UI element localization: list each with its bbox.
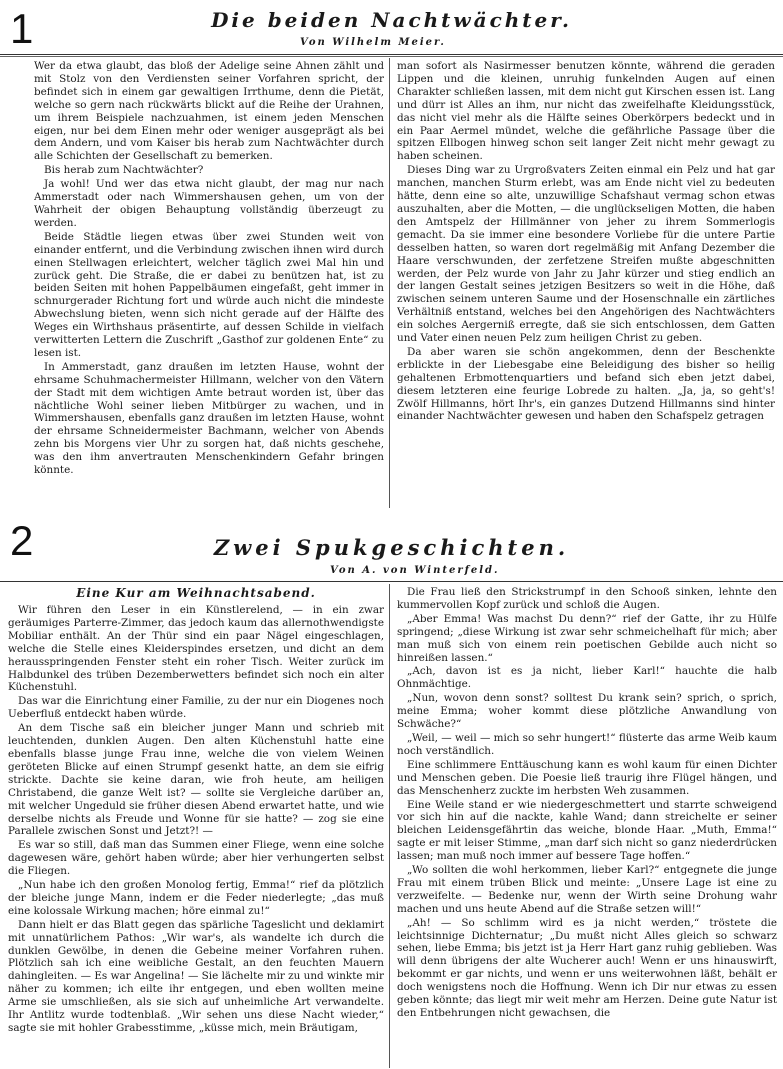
paragraph: Dann hielt er das Blatt gegen das spärliche Tageslicht und deklamirt mit unnatürlichem Pathos: „Wir war's, als wandelte ich durch die dunklen Gewölbe, in denen die Gebeine meiner Vorfahren ruhen. Plötzlich sah ich eine weibliche Gestalt, an den feuchten Mauern dahingleiten. — Es war Angelina! — Sie lächelte mir zu und winkte mir näher zu kommen; ich eilte ihr entgegen, und eben wollten meine Arme sie umschließen, als sie sich auf unheimliche Art verwandelte. Ihr Antlitz wurde todtenblaß. „Wir sehen uns diese Nacht wieder,“ sagte sie mit hohler Grabesstimme, „küsse mich, mein Bräutigam, bbox=[8, 918, 384, 1034]
paragraph: „Nun habe ich den großen Monolog fertig, Emma!“ rief da plötzlich der bleiche junge Mann, indem er die Feder niederlegte; „das muß eine kolossale Wirkung machen; höre einmal zu!“ bbox=[8, 879, 384, 917]
paragraph: Wir führen den Leser in ein Künstlerelend, — in ein zwar geräumiges Parterre-Zimmer, das jedoch kaum das allernothwendigste Mobiliar enthält. An der Thür sind ein paar Nägel eingeschlagen, welche die Stelle eines Kleiderspindes ersetzen, und dicht an dem herausspringenden Fenster steht ein roher Tisch. Weiter zurück im Halbdunkel des trüben Dezemberwetters befindet sich noch ein alter Küchenstuhl. bbox=[8, 604, 384, 694]
article-title: Die beiden Nachtwächter. bbox=[211, 8, 572, 32]
article-byline: Von A. von Winterfeld. bbox=[330, 565, 500, 576]
paragraph: „Ah! — So schlimm wird es ja nicht werden,“ tröstete die leichtsinnige Dichternatur; „Du mußt nicht Alles gleich so schwarz sehen, liebe Emma; bis jetzt ist ja Herr Hart ganz ruhig geblieben. Was will denn übrigens der alte Wucherer auch! Wenn er uns hinauswirft, bekommt er gar nichts, und wenn er uns weiterwohnen läßt, behält er doch wenigstens noch die Hoffnung. Wenn ich Dir nur etwas zu essen geben könnte; das liegt mir weit mehr am Herzen. Deine gute Natur ist den Entbehrungen nicht gewachsen, die bbox=[397, 916, 777, 1019]
article-title: Zwei Spukgeschichten. bbox=[213, 535, 570, 560]
article-subheading: Eine Kur am Weihnachtsabend. bbox=[76, 586, 316, 600]
paragraph: Eine schlimmere Enttäuschung kann es wohl kaum für einen Dichter und Menschen geben. Die Poesie ließ traurig ihre Flügel hängen, und das Menschenherz zuckte im herbsten Weh zusammen. bbox=[397, 758, 777, 797]
divider-rule bbox=[0, 581, 783, 582]
paragraph: Beide Städtle liegen etwas über zwei Stunden weit von einander entfernt, und die Verbindung zwischen ihnen wird durch einen Stellwagen erleichtert, welcher täglich zwei Mal hin und zurück geht. Die Straße, die er dabei zu benützen hat, ist zu beiden Seiten mit hohen Pappelbäumen eingefaßt, geht immer in schnurgerader Richtung fort und würde auch nicht die mindeste Abwechslung bieten, wenn sich nicht gerade auf der Hälfte des Weges ein Wirthshaus präsentirte, auf dessen Schilde in vielfach verwitterten Lettern die Zuschrift „Gasthof zur goldenen Ente“ zu lesen ist. bbox=[34, 230, 384, 359]
text-column-left bbox=[8, 586, 384, 1066]
text-column-right bbox=[397, 586, 777, 1066]
paragraph: Wer da etwa glaubt, das bloß der Adelige seine Ahnen zählt und mit Stolz von den Verdiensten seiner Vorfahren spricht, der befindet sich in einem gar gewaltigen Irrthume, denn die Pietät, welche so gern nach rückwärts blickt auf die Reihe der Urahnen, um ihrem Beispiele nachzuahmen, ist einem jeden Menschen eigen, nur bei dem Einen mehr oder weniger ausgeprägt als bei dem Andern, und vom Kaiser bis herab zum Nachtwächter durch alle Schichten der Gesellschaft zu bemerken. bbox=[34, 60, 384, 163]
divider-rule bbox=[0, 56, 783, 57]
paragraph: man sofort als Nasirmesser benutzen könnte, während die geraden Lippen und die kleinen, unruhig funkelnden Augen auf einen Charakter schließen lassen, mit dem nicht gut Kirschen essen ist. Lang und dürr ist Alles an ihm, nur nicht das zweifelhafte Kleidungsstück, das nicht viel mehr als die Hälfte seines Oberkörpers bedeckt und in ein Paar Aermel mündet, welche die gefährliche Passage über die spitzen Ellbogen hinweg schon seit langer Zeit nicht mehr gewagt zu haben scheinen. bbox=[397, 60, 775, 163]
text-column-right bbox=[397, 60, 775, 505]
column-divider bbox=[389, 58, 390, 508]
paragraph: Ja wohl! Und wer das etwa nicht glaubt, der mag nur nach Ammerstadt oder nach Wimmershausen gehen, um von der Wahrheit der obigen Behauptung vollständig überzeugt zu werden. bbox=[34, 178, 384, 229]
paragraph: Bis herab zum Nachtwächter? bbox=[44, 164, 204, 177]
paragraph: Eine Weile stand er wie niedergeschmettert und starrte schweigend vor sich hin auf die nackte, kahle Wand; dann streichelte er seiner bleichen Leidensgefährtin das weiche, blonde Haar. „Muth, Emma!“ sagte er mit leiser Stimme, „man darf sich nicht so ganz niederdrücken lassen; man muß noch immer auf bessere Tage hoffen.“ bbox=[397, 798, 777, 863]
column-divider bbox=[389, 584, 390, 1068]
text-column-left bbox=[34, 60, 384, 505]
paragraph: Das war die Einrichtung einer Familie, zu der nur ein Diogenes noch Ueberfluß entdeckt haben würde. bbox=[8, 695, 384, 721]
paragraph: Dieses Ding war zu Urgroßvaters Zeiten einmal ein Pelz und hat gar manchen, manchen Sturm erlebt, was am Ende nicht viel zu bedeuten hätte, denn eine so alte, unzuwillige Schafshaut vermag schon etwas auszuhalten, aber die Motten, — die unglückseligen Motten, die haben den Amtspelz der Hillmänner von jeher zu ihrem Sommerlogis gemacht. Da sie immer eine besondere Vorliebe für die untere Partie desselben hatten, so waren dort regelmäßig mit Anfang Dezember die Haare verschwunden, der zerfetzene Streifen mußte abgeschnitten werden, der Pelz wurde von Jahr zu Jahr kürzer und stieg endlich an der langen Gestalt seines jetzigen Besitzers so weit in die Höhe, daß zwischen seinem unteren Saume und der Hosenschnalle ein zärtliches Verhältniß entstand, welches bei den Angehörigen des Nachtwächters ein solches Aergerniß erregte, daß sie sich entschlossen, dem Gatten und Vater einen neuen Pelz zum heiligen Christ zu geben. bbox=[397, 164, 775, 345]
paragraph: „Nun, wovon denn sonst? solltest Du krank sein? sprich, o sprich, meine Emma; woher kommt diese plötzliche Anwandlung von Schwäche?“ bbox=[397, 692, 777, 731]
section-number: 1 bbox=[10, 5, 34, 52]
article-byline: Von Wilhelm Meier. bbox=[300, 37, 446, 48]
paragraph: Da aber waren sie schön angekommen, denn der Beschenkte erblickte in der Liebesgabe eine Beleidigung des bisher so heilig gehaltenen Erbmottenquartiers und befand sich eben jetzt dabei, diesem letzteren eine feurige Lobrede zu halten. „Ja, ja, so geht's! Zwölf Hillmanns, hört Ihr's, ein ganzes Dutzend Hillmanns sind hinter einander Nachtwächter gewesen und haben den Schafspelz getragen bbox=[397, 345, 775, 423]
paragraph: Es war so still, daß man das Summen einer Fliege, wenn eine solche dagewesen wäre, gehört haben würde; aber hier verhungerten selbst die Fliegen. bbox=[8, 839, 384, 878]
section-number: 2 bbox=[10, 517, 34, 564]
paragraph: „Wo sollten die wohl herkommen, lieber Karl?“ entgegnete die junge Frau mit einem trüben Blick und meinte: „Unsere Lage ist eine zu verzweifelte. — Bedenke nur, wenn der Wirth seine Drohung wahr machen und uns heute Abend auf die Straße setzen will!“ bbox=[397, 864, 777, 915]
paragraph: „Ach, davon ist es ja nicht, lieber Karl!“ hauchte die halb Ohnmächtige. bbox=[397, 665, 777, 691]
paragraph: Die Frau ließ den Strickstrumpf in den Schooß sinken, lehnte den kummervollen Kopf zurück und schloß die Augen. bbox=[397, 586, 777, 611]
divider-rule bbox=[0, 54, 783, 55]
paragraph: An dem Tische saß ein bleicher junger Mann und schrieb mit leuchtenden, dunklen Augen. Den alten Küchenstuhl hatte eine ebenfalls blasse junge Frau inne, welche die von vielem Weinen geröteten Blicke auf einen Strumpf gesenkt hatte, an dem sie eifrig strickte. Dachte sie keine daran, wie froh heute, am heiligen Christabend, die ganze Welt ist? — sollte sie Vergleiche darüber an, mit welcher Ungeduld sie früher diesen Abend erwartet hatte, und wie derselbe nichts als Freude und Wonne für sie hatte? — zog sie eine Parallele zwischen Sonst und Jetzt?! — bbox=[8, 722, 384, 838]
paragraph: „Aber Emma! Was machst Du denn?“ rief der Gatte, ihr zu Hülfe springend; „diese Wirkung ist zwar sehr schmeichelhaft für mich; aber man muß sich von einem rein poetischen Gebilde auch nicht so hinreißen lassen.“ bbox=[397, 612, 777, 664]
paragraph: „Weil, — weil — mich so sehr hungert!“ flüsterte das arme Weib kaum noch verständlich. bbox=[397, 731, 777, 757]
paragraph: In Ammerstadt, ganz draußen im letzten Hause, wohnt der ehrsame Schuhmachermeister Hillmann, welcher von den Vätern der Stadt mit dem wichtigen Amte betraut worden ist, über das nächtliche Wohl seiner lieben Mitbürger zu wachen, und in Wimmershausen, ebenfalls ganz draußen im letzten Hause, wohnt der ehrsame Schneidermeister Bachmann, welcher von Abends zehn bis Morgens vier Uhr zu sorgen hat, daß nichts geschehe, was den ihm anvertrauten Menschenkindern Gefahr bringen könnte. bbox=[34, 360, 384, 477]
